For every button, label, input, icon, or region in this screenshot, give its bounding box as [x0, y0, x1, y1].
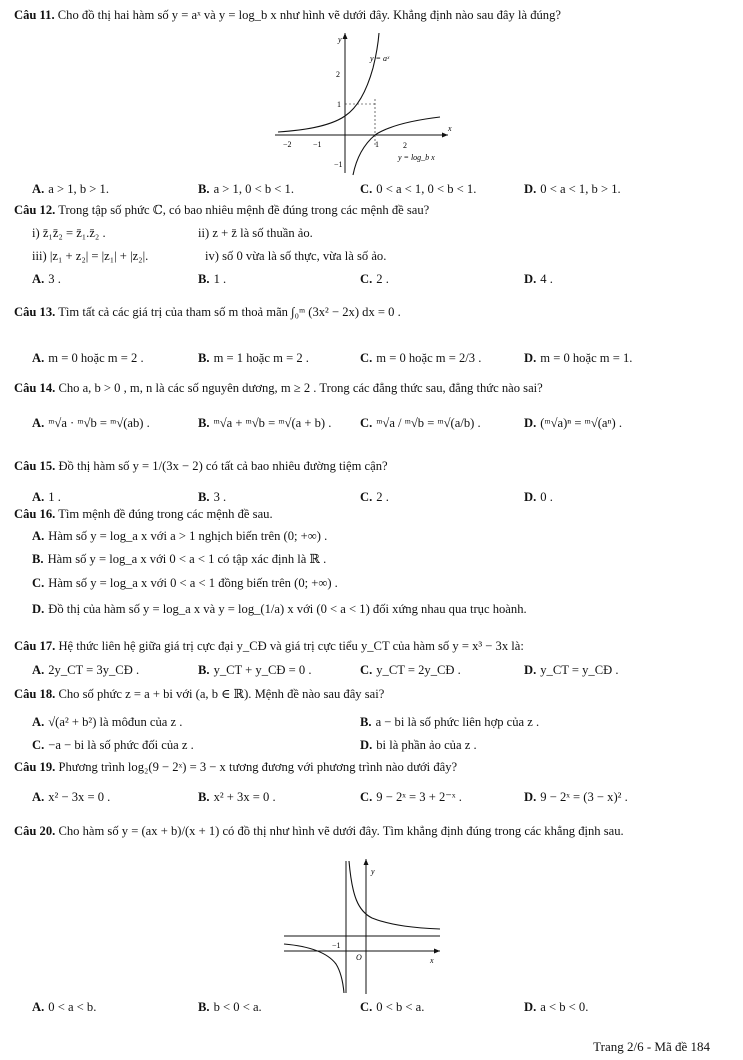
q11-y-label: y	[338, 35, 342, 44]
q20-y-label: y	[371, 867, 375, 876]
q18-option-a[interactable]: A. √(a² + b²) là môđun của z .	[32, 715, 183, 729]
q20-option-b[interactable]: B. b < 0 < a.	[198, 1000, 262, 1014]
q11-curve-exp	[278, 33, 379, 132]
q17-option-d[interactable]: D. y_CT = y_CĐ .	[524, 663, 619, 677]
q12-statement-i: i) z̄₁z̄₂ = z̄₁.z̄₂ .	[32, 226, 106, 240]
q12-number: Câu 12.	[14, 203, 56, 217]
q18-option-c[interactable]: C. −a − bi là số phức đối của z .	[32, 738, 194, 752]
q14-number: Câu 14.	[14, 381, 56, 395]
q11-curve-log	[353, 117, 440, 175]
q16-text: Tìm mệnh đề đúng trong các mệnh đề sau.	[58, 507, 273, 521]
q19-stem	[14, 759, 457, 775]
q14-option-c[interactable]: C. ᵐ√a / ᵐ√b = ᵐ√(a/b) .	[360, 416, 481, 430]
q11-tick-y-2: 2	[336, 70, 340, 79]
q20-tick-neg1: −1	[332, 941, 341, 950]
q15-stem	[14, 458, 388, 474]
q20-curve-right	[349, 861, 440, 929]
q16-option-d[interactable]: D. Đồ thị của hàm số y = log_a x và y = log_(1/a) x với (0 < a < 1) đối xứng nhau qua trục hoành.	[32, 602, 527, 616]
q17-text: Hệ thức liên hệ giữa giá trị cực đại y_CĐ và giá trị cực tiểu y_CT của hàm số y = x³ − 3x là:	[58, 639, 524, 653]
q19-option-b[interactable]: B. x² + 3x = 0 .	[198, 790, 276, 804]
q13-text: Tìm tất cả các giá trị của tham số m thoả mãn ∫₀ᵐ (3x² − 2x) dx = 0 .	[58, 305, 401, 319]
q11-tick-x-neg1: −1	[313, 140, 322, 149]
q16-option-a[interactable]: A. Hàm số y = log_a x với a > 1 nghịch biến trên (0; +∞) .	[32, 529, 328, 543]
q20-graph	[282, 856, 442, 996]
q11-tick-x-neg2: −2	[283, 140, 292, 149]
q11-text: Cho đồ thị hai hàm số y = aˣ và y = log_b x như hình vẽ dưới đây. Khẳng định nào sau đây là đúng?	[57, 8, 561, 22]
q11-number: Câu 11.	[14, 8, 55, 22]
q20-text: Cho hàm số y = (ax + b)/(x + 1) có đồ thị như hình vẽ dưới đây. Tìm khẳng định đúng trong các khẳng định sau.	[58, 824, 624, 838]
q11-label-exp: y = aˣ	[370, 54, 390, 63]
q14-text: Cho a, b > 0 , m, n là các số nguyên dương, m ≥ 2 . Trong các đẳng thức sau, đẳng thức nào sai?	[58, 381, 543, 395]
q12-option-a[interactable]: A. 3 .	[32, 272, 61, 286]
q13-stem	[14, 304, 401, 320]
q14-stem	[14, 380, 543, 396]
q20-stem	[14, 823, 624, 839]
q19-option-d[interactable]: D. 9 − 2ˣ = (3 − x)² .	[524, 790, 628, 804]
q13-option-a[interactable]: A. m = 0 hoặc m = 2 .	[32, 351, 144, 365]
q18-option-d[interactable]: D. bi là phần ảo của z .	[360, 738, 477, 752]
q16-stem	[14, 506, 273, 522]
q17-option-b[interactable]: B. y_CT + y_CĐ = 0 .	[198, 663, 312, 677]
q12-stem	[14, 202, 429, 218]
page-footer: Trang 2/6 - Mã đề 184	[593, 1039, 710, 1054]
q12-option-c[interactable]: C. 2 .	[360, 272, 389, 286]
q15-option-c[interactable]: C. 2 .	[360, 490, 389, 504]
q15-option-d[interactable]: D. 0 .	[524, 490, 553, 504]
q20-option-c[interactable]: C. 0 < b < a.	[360, 1000, 425, 1014]
q17-option-c[interactable]: C. y_CT = 2y_CĐ .	[360, 663, 461, 677]
q17-stem	[14, 638, 524, 654]
q18-number: Câu 18.	[14, 687, 56, 701]
q19-number: Câu 19.	[14, 760, 56, 774]
q12-option-d[interactable]: D. 4 .	[524, 272, 553, 286]
q17-number: Câu 17.	[14, 639, 56, 653]
q15-option-b[interactable]: B. 3 .	[198, 490, 227, 504]
q15-number: Câu 15.	[14, 459, 56, 473]
q11-option-b[interactable]: B. a > 1, 0 < b < 1.	[198, 182, 294, 196]
q19-text: Phương trình log₂(9 − 2ˣ) = 3 − x tương đương với phương trình nào dưới đây?	[58, 760, 458, 774]
q11-stem	[14, 7, 561, 23]
q16-option-b[interactable]: B. Hàm số y = log_a x với 0 < a < 1 có tập xác định là ℝ .	[32, 552, 327, 566]
q14-option-a[interactable]: A. ᵐ√a · ᵐ√b = ᵐ√(ab) .	[32, 416, 150, 430]
q11-option-c[interactable]: C. 0 < a < 1, 0 < b < 1.	[360, 182, 477, 196]
q12-statement-ii: ii) z + z̄ là số thuần ảo.	[198, 226, 313, 240]
q11-option-d[interactable]: D. 0 < a < 1, b > 1.	[524, 182, 621, 196]
q12-option-b[interactable]: B. 1 .	[198, 272, 227, 286]
q12-statement-iii: iii) |z₁ + z₂| = |z₁| + |z₂|.	[32, 249, 149, 263]
q16-number: Câu 16.	[14, 507, 56, 521]
q17-option-a[interactable]: A. 2y_CT = 3y_CĐ .	[32, 663, 140, 677]
q13-option-d[interactable]: D. m = 0 hoặc m = 1.	[524, 351, 633, 365]
q16-option-c[interactable]: C. Hàm số y = log_a x với 0 < a < 1 đồng biến trên (0; +∞) .	[32, 576, 338, 590]
q19-option-a[interactable]: A. x² − 3x = 0 .	[32, 790, 111, 804]
q15-option-a[interactable]: A. 1 .	[32, 490, 61, 504]
q15-text: Đồ thị hàm số y = 1/(3x − 2) có tất cả bao nhiêu đường tiệm cận?	[58, 459, 388, 473]
q11-tick-y-neg1: −1	[334, 160, 343, 169]
q11-label-log: y = log_b x	[398, 153, 435, 162]
q14-option-b[interactable]: B. ᵐ√a + ᵐ√b = ᵐ√(a + b) .	[198, 416, 332, 430]
q20-option-a[interactable]: A. 0 < a < b.	[32, 1000, 97, 1014]
q20-x-label: x	[430, 956, 434, 965]
q18-stem	[14, 686, 384, 702]
q18-text: Cho số phức z = a + bi với (a, b ∈ ℝ). Mệnh đề nào sau đây sai?	[58, 687, 385, 701]
q13-option-b[interactable]: B. m = 1 hoặc m = 2 .	[198, 351, 309, 365]
q11-x-label: x	[448, 124, 452, 133]
q13-option-c[interactable]: C. m = 0 hoặc m = 2/3 .	[360, 351, 482, 365]
q20-origin-label: O	[356, 953, 362, 962]
q11-graph	[270, 28, 450, 176]
q20-option-d[interactable]: D. a < b < 0.	[524, 1000, 589, 1014]
q14-option-d[interactable]: D. (ᵐ√a)ⁿ = ᵐ√(aⁿ) .	[524, 416, 622, 430]
q12-statement-iv: iv) số 0 vừa là số thực, vừa là số ảo.	[205, 249, 387, 263]
q11-tick-x-2: 2	[403, 141, 407, 150]
q13-number: Câu 13.	[14, 305, 56, 319]
q11-option-a[interactable]: A. a > 1, b > 1.	[32, 182, 109, 196]
q18-option-b[interactable]: B. a − bi là số phức liên hợp của z .	[360, 715, 540, 729]
q19-option-c[interactable]: C. 9 − 2ˣ = 3 + 2⁻ˣ .	[360, 790, 462, 804]
q12-text: Trong tập số phức ℂ, có bao nhiêu mệnh đề đúng trong các mệnh đề sau?	[58, 203, 430, 217]
q11-tick-x-1: 1	[375, 140, 379, 149]
q11-tick-y-1: 1	[337, 100, 341, 109]
q20-number: Câu 20.	[14, 824, 56, 838]
